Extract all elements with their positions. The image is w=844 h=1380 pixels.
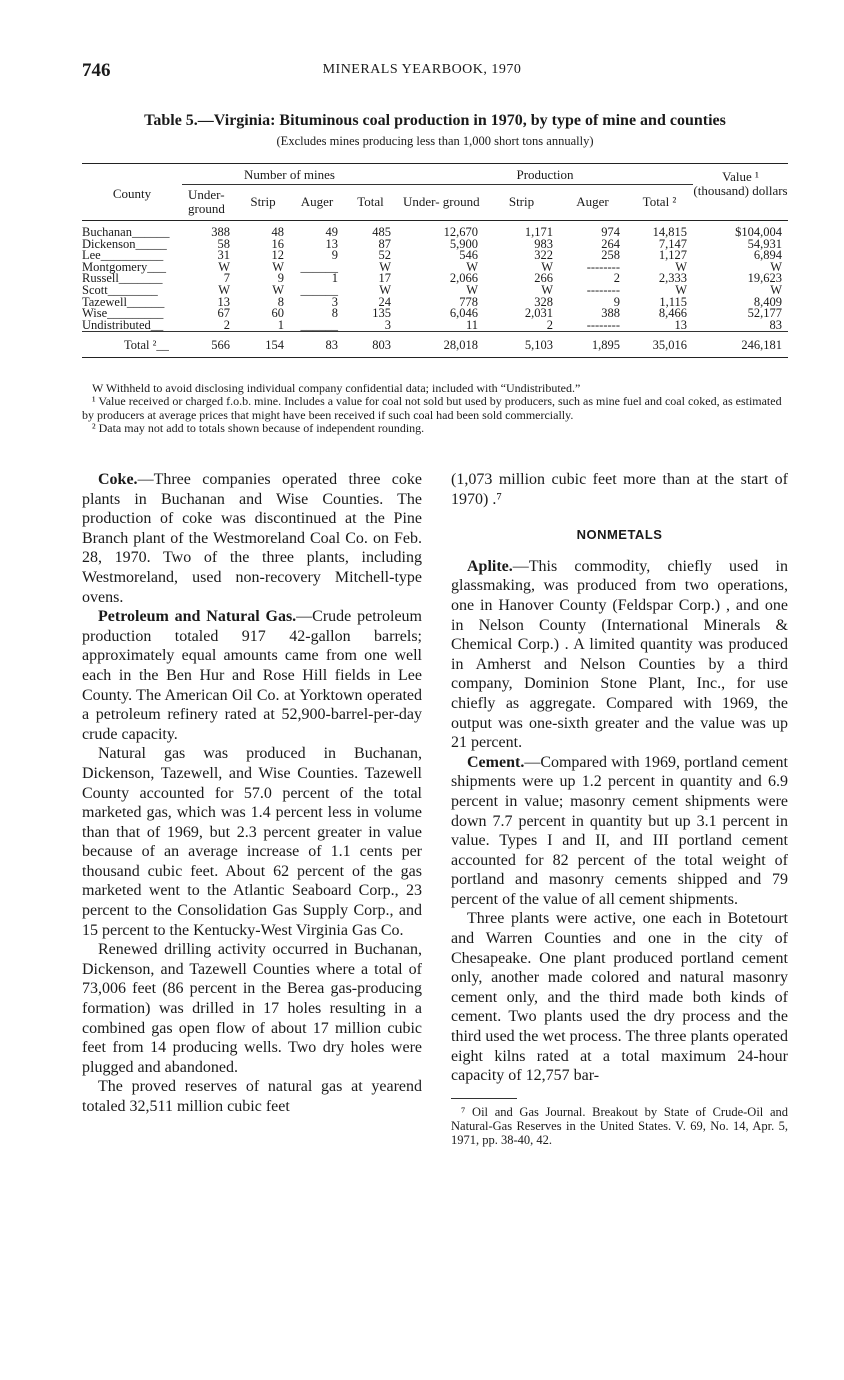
mines-total: 3 — [384, 317, 391, 332]
production-auger: -------- — [586, 282, 620, 297]
mines-auger: 13 — [325, 236, 338, 251]
total-value: 246,181 — [693, 332, 788, 358]
county-name: Tazewell______ — [82, 294, 165, 309]
county-name: Scott________ — [82, 282, 158, 297]
mines-strip: 8 — [277, 294, 284, 309]
mines-total: W — [379, 259, 391, 274]
value-thousand-dollars: 54,931 — [747, 236, 782, 251]
cement-heading: Cement. — [467, 753, 525, 771]
coal-production-table — [82, 163, 788, 358]
cement-paragraph — [451, 753, 788, 910]
production-total: 14,815 — [652, 225, 687, 239]
mines-auger: ______ — [300, 282, 338, 297]
production-strip: 328 — [534, 294, 553, 309]
petroleum-text: —Crude petroleum production totaled 917 42-gallon barrels; approximately equal amounts came from one well each in the Ben Hur and Rose Hill fields in Lee County. The American Oil Co. at Yorktown operated a petroleum refinery rated at 52,900-barrel-per-day crude capacity. — [82, 608, 422, 743]
value-thousand-dollars: 19,623 — [747, 271, 782, 286]
coke-text: —Three companies operated three coke plants in Buchanan and Wise Counties. The production of coke was discontinued at the Pine Branch plant of the Westmoreland Coal Co. on Feb. 28, 1970. Two of the three plants, including Westmoreland, used non-recovery Mitchell-type ovens. — [82, 471, 422, 606]
petroleum-paragraph — [82, 607, 422, 744]
mines-strip: 48 — [271, 225, 284, 239]
mines-total: 17 — [378, 271, 391, 286]
left-column — [82, 470, 422, 1117]
header-county: County — [112, 186, 152, 201]
mines-underground: 31 — [217, 248, 230, 263]
total-production-auger: 1,895 — [559, 332, 626, 358]
table-subtitle: (Excludes mines producing less than 1,000 short tons annually) — [276, 134, 594, 148]
production-auger: 9 — [613, 294, 620, 309]
production-auger: 264 — [601, 236, 620, 251]
table-footnotes — [82, 382, 788, 436]
production-strip: 322 — [534, 248, 553, 263]
reserves-continuation: (1,073 million cubic feet more than at the start of 1970) .⁷ — [451, 471, 788, 508]
production-underground: W — [466, 282, 478, 297]
production-underground: W — [466, 259, 478, 274]
production-auger: 2 — [613, 271, 620, 286]
value-thousand-dollars: W — [770, 282, 782, 297]
production-auger: 974 — [601, 225, 620, 239]
header-mines-underground: Under- ground — [188, 187, 225, 216]
production-strip: 2 — [546, 317, 553, 332]
mines-auger: ______ — [300, 317, 338, 332]
header-prod-auger: Auger — [576, 194, 609, 209]
production-underground: 546 — [459, 248, 478, 263]
county-name: Montgomery___ — [82, 259, 167, 274]
header-mines-auger: Auger — [300, 194, 334, 209]
mines-auger: 8 — [331, 306, 338, 321]
mines-strip: 1 — [277, 317, 284, 332]
header-mines-strip: Strip — [250, 194, 276, 209]
right-column — [451, 470, 788, 1147]
mines-underground: W — [218, 282, 230, 297]
cement-text: —Compared with 1969, portland cement shipments were up 1.2 percent in quantity and 6.9 percent in value; masonry cement shipments were down 7.7 percent in quantity but up 3.1 percent in value. Types I and II, and III portland cement accounted for 82 percent of the total weight of portland and masonry cements shipped and 79 percent of the value of all cement shipments. — [451, 753, 788, 908]
production-underground: 12,670 — [443, 225, 478, 239]
production-total: W — [675, 259, 687, 274]
mines-total: 87 — [378, 236, 391, 251]
aplite-text: —This commodity, chiefly used in glassmaking, was produced from two operations, one in Hanover County (Feldspar Corp.) , and one in Nelson County (International Minerals & Chemical Corp.) . A limited quantity was produced in Amherst and Nelson Counties by a third company, Dominion Stone Plant, Inc., for use chiefly as aggregate. Compared with 1969, the output was one-sixth greater and the value was up 21 percent. — [451, 557, 788, 752]
mines-total: W — [379, 282, 391, 297]
mines-underground: W — [218, 259, 230, 274]
production-auger: -------- — [586, 259, 620, 274]
value-thousand-dollars: $104,004 — [735, 225, 782, 239]
production-underground: 5,900 — [449, 236, 478, 251]
header-prod-total: Total ² — [642, 194, 677, 209]
mines-underground: 2 — [223, 317, 230, 332]
footnote-withheld: W Withheld to avoid disclosing individual company confidential data; included with “Undistributed.” — [92, 381, 581, 395]
total-mines-underground: 566 — [182, 332, 236, 358]
county-name: Dickenson_____ — [82, 236, 167, 251]
value-thousand-dollars: 83 — [769, 317, 782, 332]
mines-total: 24 — [378, 294, 391, 309]
production-strip: W — [541, 282, 553, 297]
value-thousand-dollars: W — [770, 259, 782, 274]
drilling-paragraph: Renewed drilling activity occurred in Buchanan, Dickenson, and Tazewell Counties where a total of 73,006 feet (86 percent in the Berea gas-producing formation) was drilled in 17 holes resulting in a combined gas open flow of about 17 million cubic feet from 14 producing wells. Two dry holes were plugged and abandoned. — [82, 941, 422, 1076]
table-row — [82, 221, 788, 239]
header-value: Value ¹ (thousand) dollars — [693, 169, 788, 198]
header-mines-total: Total — [357, 194, 384, 209]
coke-paragraph — [82, 470, 422, 607]
production-underground: 6,046 — [449, 306, 478, 321]
table-total-row — [82, 332, 788, 358]
total-production-total: 35,016 — [626, 332, 693, 358]
production-total: 7,147 — [658, 236, 687, 251]
total-mines-strip: 154 — [236, 332, 290, 358]
production-total: 13 — [674, 317, 687, 332]
value-thousand-dollars: 6,894 — [753, 248, 782, 263]
production-total: 8,466 — [658, 306, 687, 321]
aplite-paragraph — [451, 557, 788, 753]
mines-auger: ______ — [300, 259, 338, 274]
mines-total: 52 — [378, 248, 391, 263]
header-production: Production — [397, 164, 693, 185]
county-name: Wise_________ — [82, 306, 164, 321]
aplite-heading: Aplite. — [467, 557, 513, 575]
production-auger: 258 — [601, 248, 620, 263]
county-name: Buchanan______ — [82, 225, 170, 239]
mines-strip: W — [272, 259, 284, 274]
mines-auger: 9 — [331, 248, 338, 263]
footnote-1: ¹ Value received or charged f.o.b. mine. Includes a value for coal not sold but used by producers, such as mine fuel and coal coked, as estimated by producers at average prices that might have been received if such coal had been sold commercially. — [82, 394, 782, 422]
mines-strip: 16 — [271, 236, 284, 251]
production-strip: 266 — [534, 271, 553, 286]
section-heading-nonmetals: NONMETALS — [576, 527, 663, 543]
mines-strip: 12 — [271, 248, 284, 263]
production-underground: 778 — [459, 294, 478, 309]
value-thousand-dollars: 8,409 — [753, 294, 782, 309]
production-strip: 983 — [534, 236, 553, 251]
mines-underground: 13 — [217, 294, 230, 309]
table-title: Table 5.—Virginia: Bituminous coal production in 1970, by type of mine and counties — [144, 112, 726, 129]
mines-auger: 49 — [325, 225, 338, 239]
county-name: Lee__________ — [82, 248, 164, 263]
header-number-of-mines: Number of mines — [182, 164, 397, 185]
total-mines-auger: 83 — [290, 332, 344, 358]
value-thousand-dollars: 52,177 — [747, 306, 782, 321]
total-mines-total: 803 — [344, 332, 397, 358]
header-prod-strip: Strip — [508, 194, 535, 209]
county-name: Undistributed__ — [82, 317, 164, 332]
running-head: MINERALS YEARBOOK, 1970 — [322, 62, 522, 77]
production-strip: W — [541, 259, 553, 274]
production-underground: 11 — [465, 317, 478, 332]
mines-strip: W — [272, 282, 284, 297]
header-prod-underground: Under- ground — [403, 194, 480, 209]
mines-total: 135 — [372, 306, 391, 321]
coke-heading: Coke. — [98, 471, 138, 488]
page-number: 746 — [82, 60, 111, 81]
production-total: 2,333 — [658, 271, 687, 286]
county-name: Russell_______ — [82, 271, 163, 286]
mines-auger: 3 — [331, 294, 338, 309]
production-strip: 2,031 — [524, 306, 553, 321]
mines-underground: 67 — [217, 306, 230, 321]
mines-auger: 1 — [331, 271, 338, 286]
total-production-strip: 5,103 — [484, 332, 559, 358]
production-total: 1,127 — [658, 248, 687, 263]
production-auger: -------- — [586, 317, 620, 332]
total-production-underground: 28,018 — [397, 332, 484, 358]
cement-plants-paragraph: Three plants were active, one each in Botetourt and Warren Counties and one in the city of Chesapeake. One plant produced portland cement only, another made colored and natural masonry cement only, and the third made both kinds of cement. Two plants used the dry process and the third used the wet process. The three plants operated eight kilns rated at a total maximum 24-hour capacity of 12,757 bar- — [451, 910, 788, 1085]
mines-underground: 58 — [217, 236, 230, 251]
production-total: W — [675, 282, 687, 297]
total-label: Total ²__ — [82, 332, 182, 358]
footnote-2: ² Data may not add to totals shown because of independent rounding. — [92, 421, 425, 436]
mines-underground: 7 — [223, 271, 230, 286]
reserves-paragraph: The proved reserves of natural gas at yearend totaled 32,511 million cubic feet — [82, 1078, 422, 1115]
footnote-rule — [451, 1098, 517, 1099]
natural-gas-paragraph: Natural gas was produced in Buchanan, Dickenson, Tazewell, and Wise Counties. Tazewell County accounted for 57.0 percent of the total marketed gas, which was 1.4 percent less in volume than that of 1969, but 2.3 percent greater in value because of an average increase of 1.1 cents per thousand cubic feet. About 62 percent of the gas marketed went to the Atlantic Seaboard Corp., 23 percent to the Consolidation Gas Supply Corp., and 15 percent to the Kentucky-West Virginia Gas Co. — [82, 745, 422, 939]
production-total: 1,115 — [659, 294, 687, 309]
mines-strip: 9 — [277, 271, 284, 286]
mines-strip: 60 — [271, 306, 284, 321]
table-row — [82, 320, 788, 332]
footnote-7: ⁷ Oil and Gas Journal. Breakout by State of Crude-Oil and Natural-Gas Reserves in the United States. V. 69, No. 14, Apr. 5, 1971, pp. 38-40, 42. — [451, 1104, 788, 1147]
production-underground: 2,066 — [449, 271, 478, 286]
production-auger: 388 — [601, 306, 620, 321]
production-strip: 1,171 — [524, 225, 553, 239]
petroleum-heading: Petroleum and Natural Gas. — [98, 608, 297, 626]
mines-total: 485 — [372, 225, 391, 239]
mines-underground: 388 — [211, 225, 230, 239]
